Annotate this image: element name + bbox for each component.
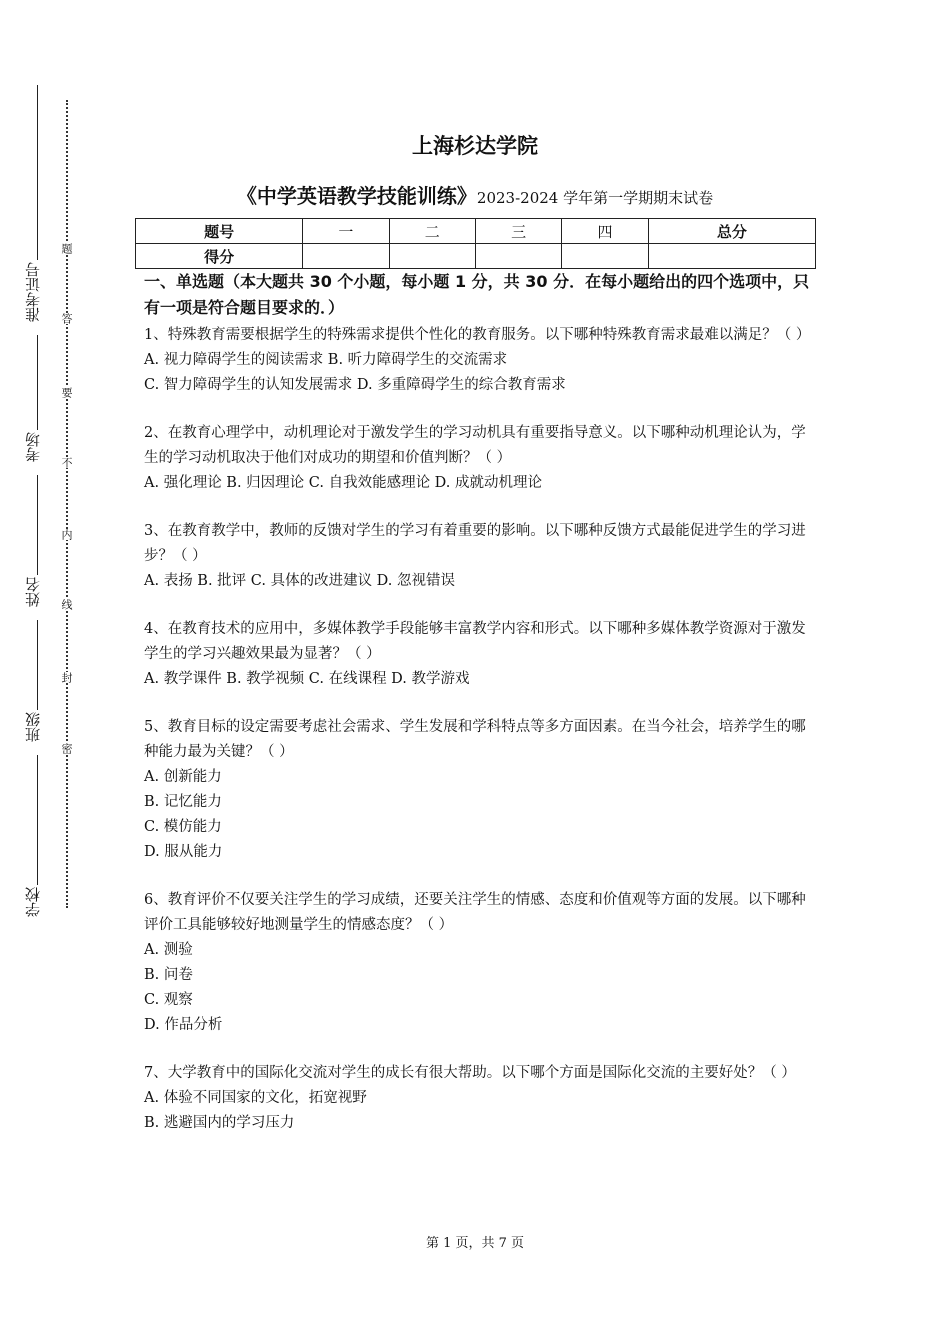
seal-line-char: 要 xyxy=(60,387,73,398)
term-text: 2023-2024 学年第一学期期末试卷 xyxy=(476,189,714,207)
question-stem: 3、在教育教学中，教师的反馈对学生的学习有着重要的影响。以下哪种反馈方式最能促进学生的学习进步？（ ） xyxy=(144,523,806,564)
score-header-cell: 总分 xyxy=(648,219,815,244)
question-option: B. 问卷 xyxy=(144,967,193,983)
score-header-cell: 三 xyxy=(475,219,561,244)
question xyxy=(144,888,812,1038)
question-stem: 5、教育目标的设定需要考虑社会需求、学生发展和学科特点等多方面因素。在当今社会，培养学生的哪种能力最为关键？（ ） xyxy=(144,719,806,760)
question-stem: 1、特殊教育需要根据学生的特殊需求提供个性化的教育服务。以下哪种特殊教育需求最难以满足？（ ） xyxy=(144,327,811,343)
seal-line-char: 线 xyxy=(60,599,73,610)
score-header-cell: 一 xyxy=(303,219,389,244)
score-cell xyxy=(562,244,648,269)
question-option: C. 智力障碍学生的认知发展需求 D. 多重障碍学生的综合教育需求 xyxy=(144,377,566,393)
question xyxy=(144,617,812,692)
score-row-label: 得分 xyxy=(136,244,303,269)
binding-solid-line xyxy=(37,620,38,710)
score-cell xyxy=(303,244,389,269)
question-option: D. 服从能力 xyxy=(144,844,223,860)
score-header-cell: 二 xyxy=(389,219,475,244)
name-label: 姓名 xyxy=(24,577,42,607)
score-header-cell: 题号 xyxy=(136,219,303,244)
score-table xyxy=(135,218,816,269)
section-title: 一、单选题（本大题共 30 个小题，每小题 1 分，共 30 分．在每小题给出的四个选项中，只有一项是符合题目要求的．） xyxy=(144,272,810,317)
question-option: A. 创新能力 xyxy=(144,769,222,785)
school-label: 学校 xyxy=(24,887,42,917)
binding-solid-line xyxy=(37,335,38,430)
question-option: A. 强化理论 B. 归因理论 C. 自我效能感理论 D. 成就动机理论 xyxy=(144,475,543,491)
question-option: D. 作品分析 xyxy=(144,1017,223,1033)
exam-content xyxy=(144,269,812,1159)
question xyxy=(144,715,812,865)
question-stem: 6、教育评价不仅要关注学生的学习成绩，还要关注学生的情感、态度和价值观等方面的发展。以下哪种评价工具能够较好地测量学生的情感态度？（ ） xyxy=(144,892,806,933)
school-title: 上海杉达学院 xyxy=(412,134,538,158)
score-table-header-row xyxy=(136,219,816,244)
binding-solid-line xyxy=(37,755,38,885)
score-cell xyxy=(648,244,815,269)
exam-id-label: 准考证号 xyxy=(24,262,42,322)
course-name: 《中学英语教学技能训练》 xyxy=(236,184,477,208)
seal-line-char: 不 xyxy=(60,457,73,468)
seal-line-char: 密 xyxy=(60,743,73,754)
score-table-row xyxy=(136,244,816,269)
question xyxy=(144,519,812,594)
question-option: A. 教学课件 B. 教学视频 C. 在线课程 D. 教学游戏 xyxy=(144,671,470,687)
question-option: C. 模仿能力 xyxy=(144,819,222,835)
seal-line xyxy=(66,100,68,908)
question-option: A. 体验不同国家的文化，拓宽视野 xyxy=(144,1090,367,1106)
question-option: C. 观察 xyxy=(144,992,193,1008)
question-option: A. 测验 xyxy=(144,942,193,958)
score-cell xyxy=(389,244,475,269)
binding-solid-line xyxy=(37,85,38,260)
question-stem: 4、在教育技术的应用中，多媒体教学手段能够丰富教学内容和形式。以下哪种多媒体教学资源对于激发学生的学习兴趣效果最为显著？（ ） xyxy=(144,621,806,662)
exam-title xyxy=(0,180,950,209)
page-footer: 第 1 页，共 7 页 xyxy=(425,1236,525,1251)
question xyxy=(144,323,812,398)
question xyxy=(144,421,812,496)
binding-solid-line xyxy=(37,475,38,575)
question xyxy=(144,1061,812,1136)
question-stem: 7、大学教育中的国际化交流对学生的成长有很大帮助。以下哪个方面是国际化交流的主要好处？（ ） xyxy=(144,1065,796,1081)
score-header-cell: 四 xyxy=(562,219,648,244)
seal-line-char: 内 xyxy=(60,529,73,540)
score-cell xyxy=(475,244,561,269)
question-option: A. 表扬 B. 批评 C. 具体的改进建议 D. 忽视错误 xyxy=(144,573,456,589)
exam-room-label: 考场 xyxy=(24,432,42,462)
question-option: B. 逃避国内的学习压力 xyxy=(144,1115,295,1131)
seal-line-char: 答 xyxy=(60,313,73,324)
question-stem: 2、在教育心理学中，动机理论对于激发学生的学习动机具有重要指导意义。以下哪种动机理论认为，学生的学习动机取决于他们对成功的期望和价值判断？（ ） xyxy=(144,425,806,466)
class-label: 班级 xyxy=(24,712,42,742)
question-option: A. 视力障碍学生的阅读需求 B. 听力障碍学生的交流需求 xyxy=(144,352,508,368)
seal-line-char: 题 xyxy=(60,243,73,254)
question-option: B. 记忆能力 xyxy=(144,794,222,810)
seal-line-char: 封 xyxy=(60,672,73,683)
